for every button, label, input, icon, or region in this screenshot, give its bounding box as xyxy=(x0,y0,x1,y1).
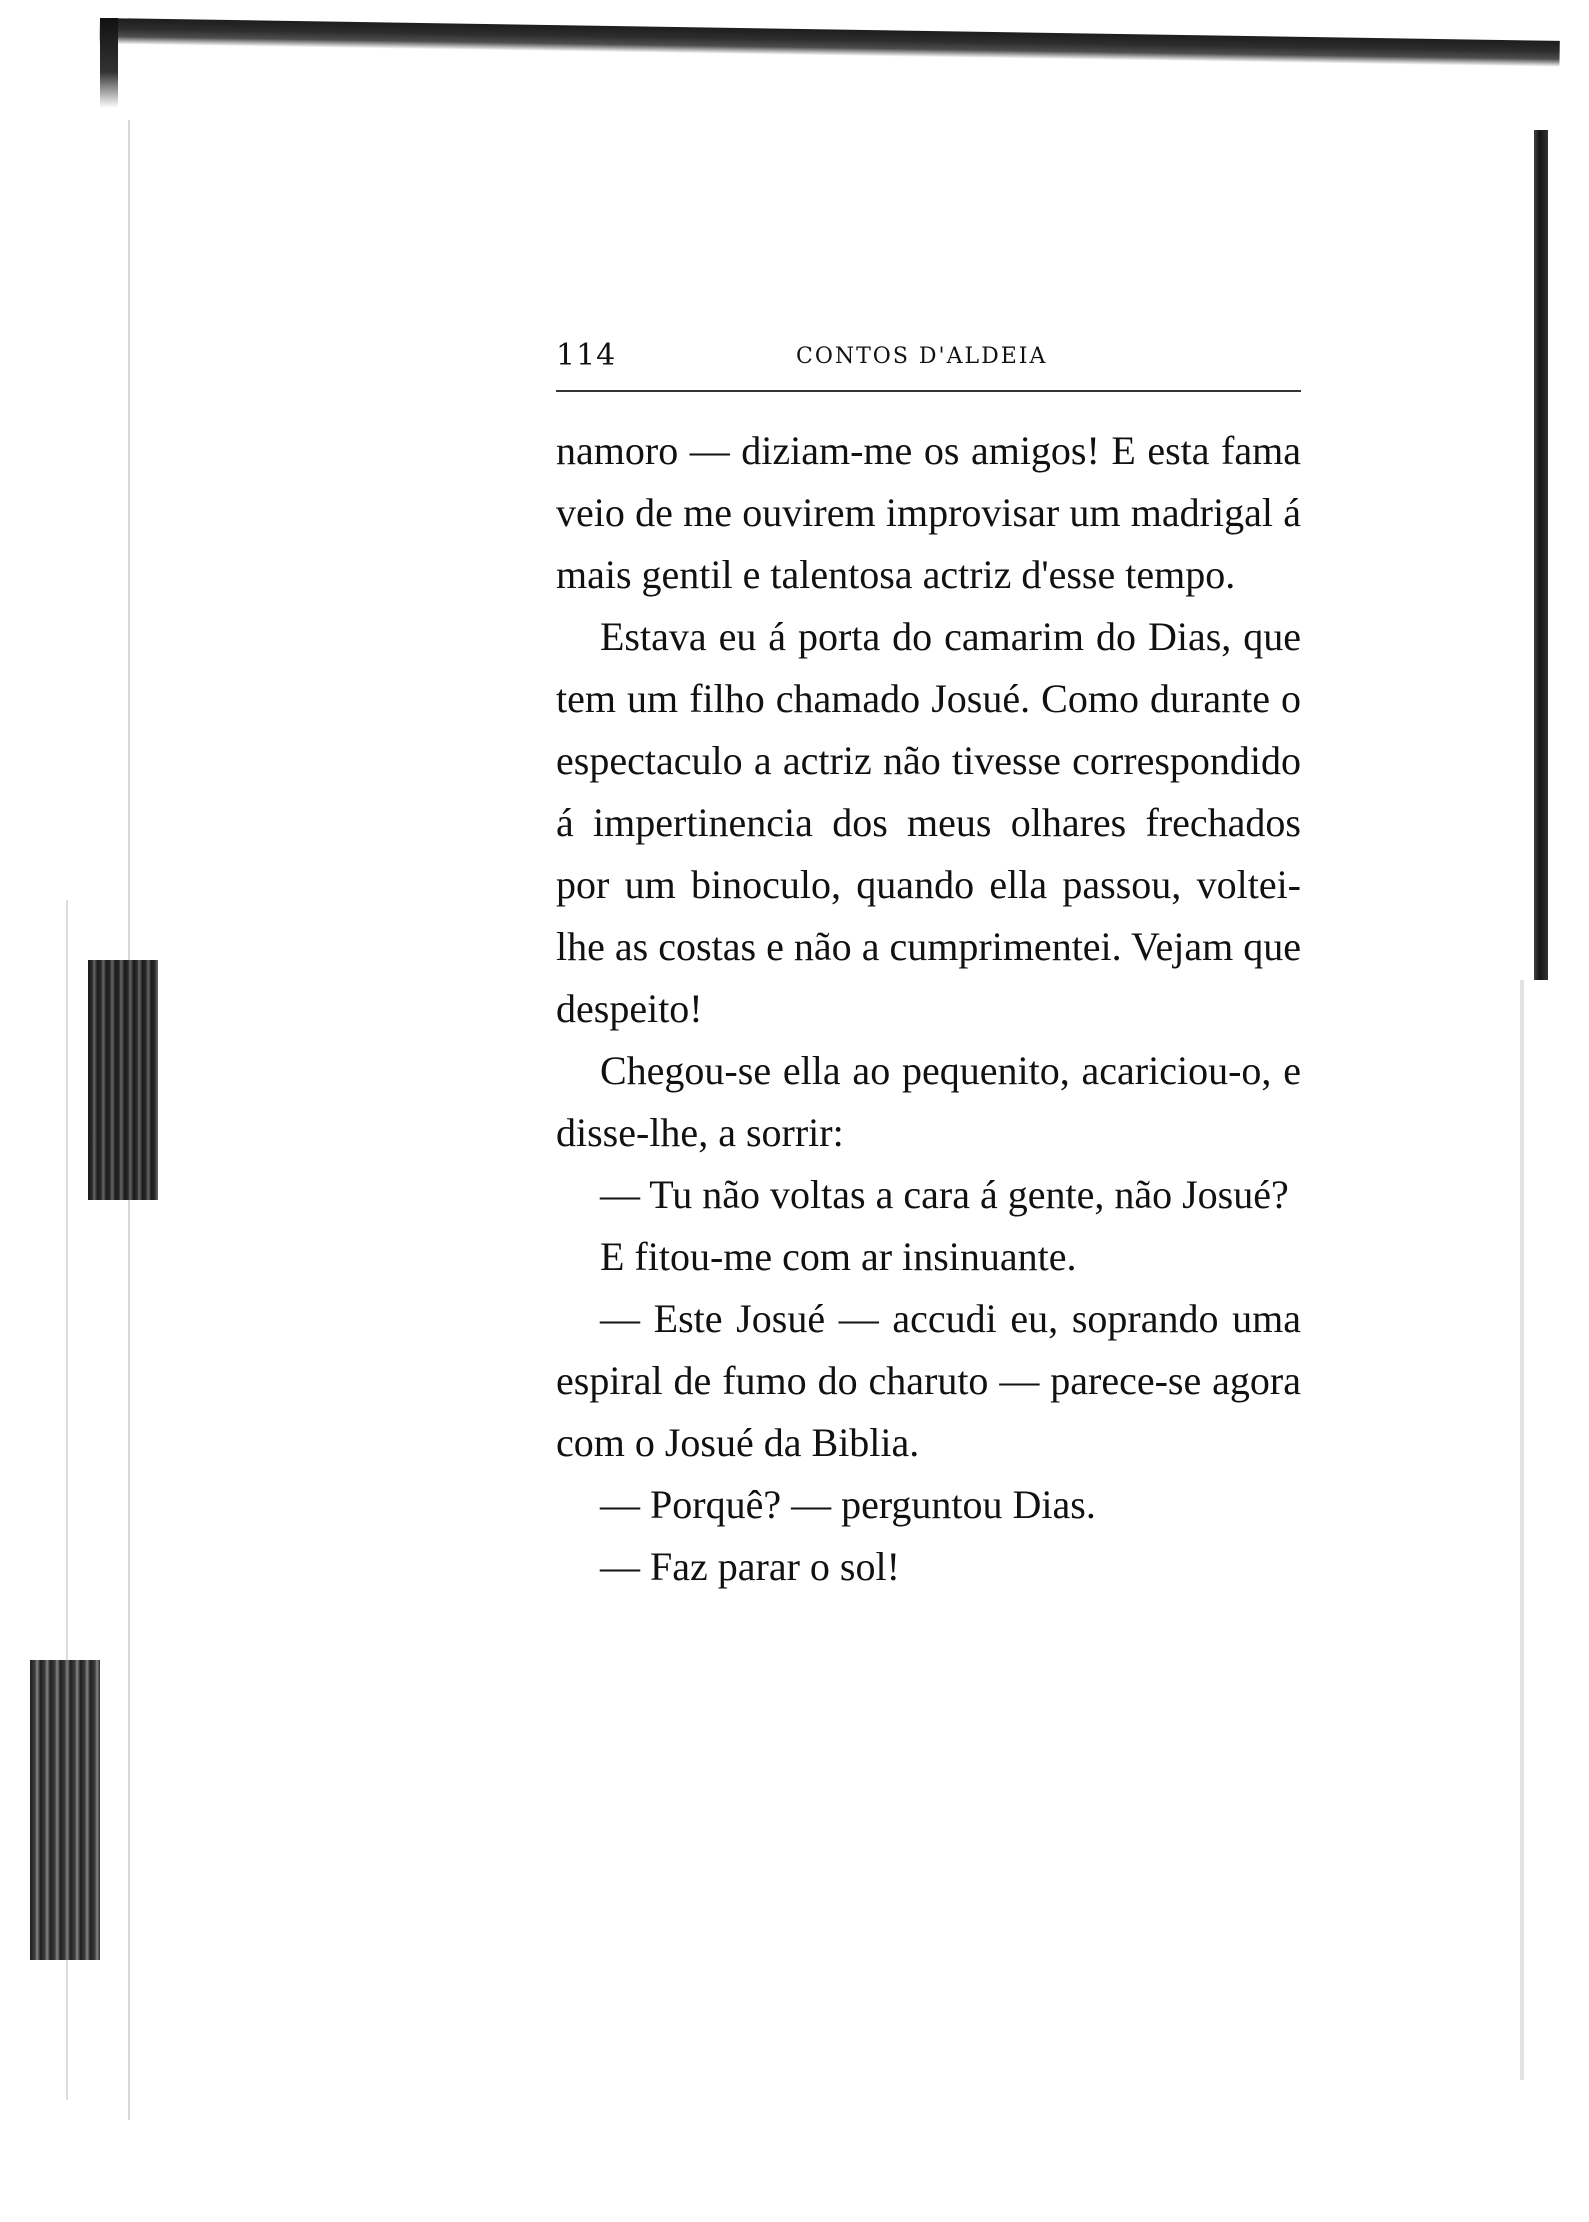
paragraph: Chegou-se ella ao pequenito, acariciou-o, e disse-lhe, a sorrir: xyxy=(556,1048,1301,1155)
paragraph: E fitou-me com ar insinuante. xyxy=(600,1234,1077,1279)
paragraph: — Faz parar o sol! xyxy=(600,1544,900,1589)
scan-edge-shadow-right xyxy=(1534,130,1548,980)
paragraph: — Este Josué — accudi eu, soprando uma espiral de fumo do charuto — parece-se agora com o Josué da Biblia. xyxy=(556,1296,1301,1465)
running-head xyxy=(556,330,1301,392)
page-number: 114 xyxy=(556,338,617,373)
scan-smudge-upper xyxy=(88,960,158,1200)
paragraph: namoro — diziam-me os amigos! E esta fama veio de me ouvirem improvisar um madrigal á mais gentil e talentosa actriz d'esse tempo. xyxy=(556,428,1301,597)
scan-edge-shadow-corner xyxy=(100,18,118,108)
paragraph: — Tu não voltas a cara á gente, não Josué? xyxy=(600,1172,1289,1217)
scan-smudge-lower xyxy=(30,1660,100,1960)
running-title: CONTOS D'ALDEIA xyxy=(796,344,1048,369)
scan-edge-line-right xyxy=(1520,980,1524,2080)
paragraph: Estava eu á porta do camarim do Dias, que tem um filho chamado Josué. Como durante o espectaculo a actriz não tivesse correspondido á impertinencia dos meus olhares frechados por um binoculo, quando ella passou, voltei-lhe as costas e não a cumprimentei. Vejam que despeito! xyxy=(556,614,1301,1031)
paragraph: — Porquê? — perguntou Dias. xyxy=(600,1482,1096,1527)
scan-edge-shadow-top xyxy=(100,18,1560,67)
body-text xyxy=(556,420,1301,1598)
